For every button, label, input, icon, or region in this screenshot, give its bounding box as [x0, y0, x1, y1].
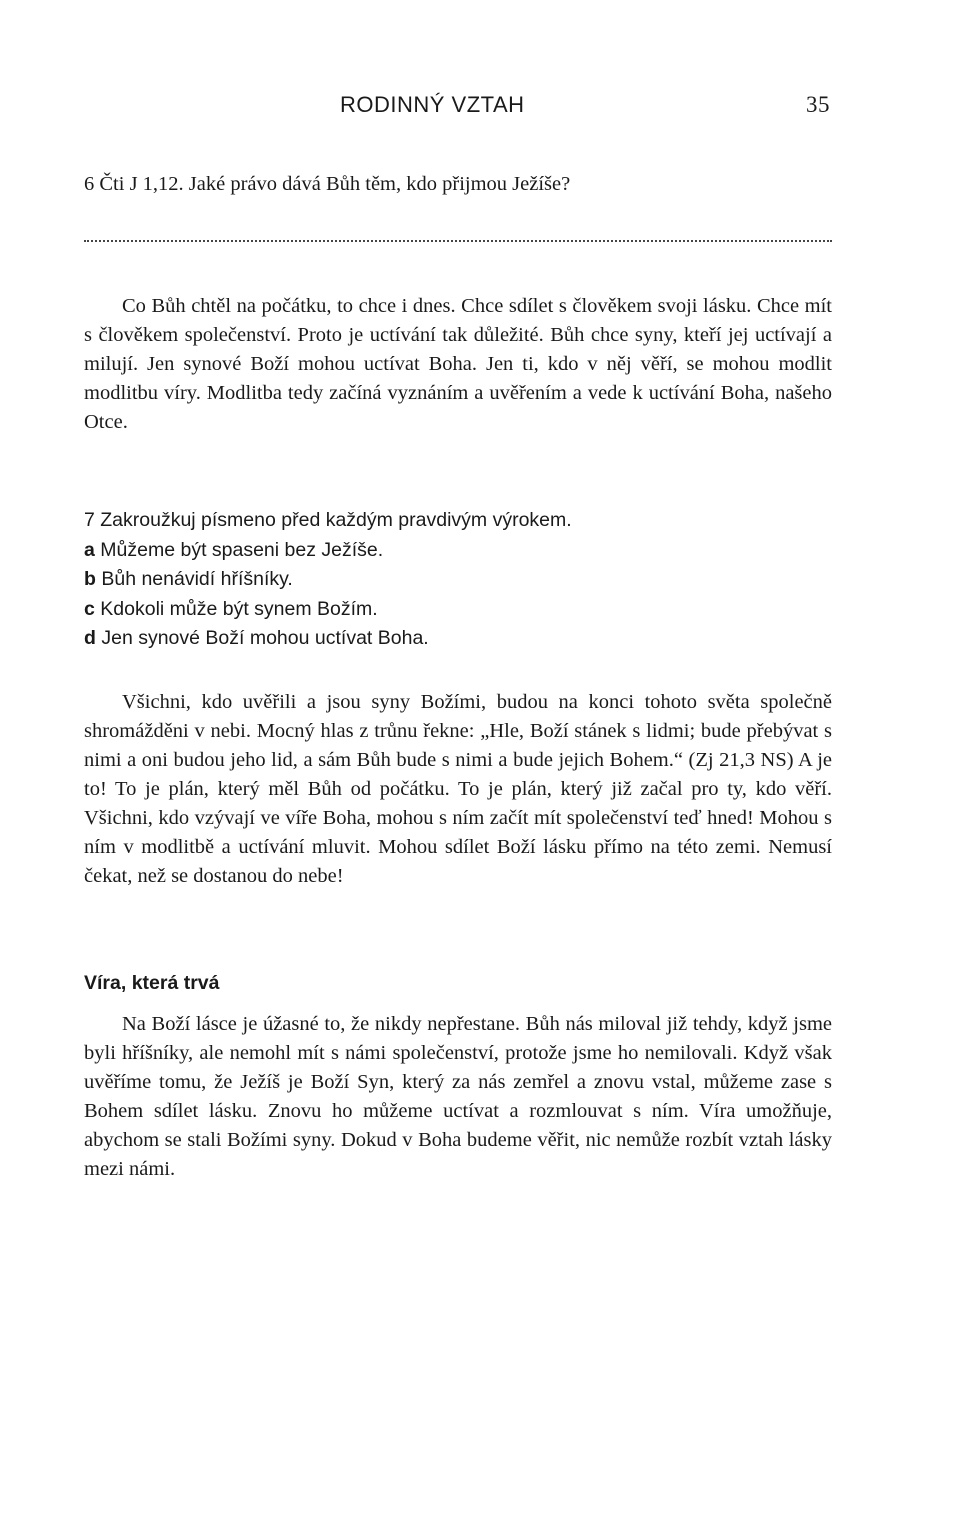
option-text: Můžeme být spaseni bez Ježíše.	[100, 538, 384, 561]
question-7-instruction: 7 Zakroužkuj písmeno před každým pravdivým výrokem.	[84, 509, 572, 531]
option-b	[84, 565, 832, 595]
option-a	[84, 536, 832, 566]
answer-line	[84, 240, 832, 242]
option-c	[84, 595, 832, 625]
paragraph-1: Co Bůh chtěl na počátku, to chce i dnes. Chce sdílet s člověkem svoji lásku. Chce mít s člověkem společenství. Proto je uctívání tak důležité. Bůh chce syny, kteří jej uctívají a milují. Jen synové Boží mohou uctívat Boha. Jen ti, kdo v něj věří, se mohou modlit modlitbu víry. Modlitba tedy začíná vyznáním a uvěřením a vede k uctívání Boha, našeho Otce.	[84, 295, 832, 433]
option-letter: d	[84, 627, 96, 649]
option-d	[84, 624, 832, 654]
page-number: 35	[806, 92, 830, 117]
option-text: Kdokoli může být synem Božím.	[100, 597, 378, 620]
option-letter: c	[84, 597, 95, 620]
question-6: 6 Čti J 1,12. Jaké právo dává Bůh těm, kdo přijmou Ježíše?	[84, 173, 571, 195]
section-heading: Víra, která trvá	[84, 972, 220, 994]
paragraph-3: Na Boží lásce je úžasné to, že nikdy nepřestane. Bůh nás miloval již tehdy, když jsme byli hříšníky, ale nemohl mít s námi společenství, protože jsme ho nemilovali. Když však uvěříme tomu, že Ježíš je Boží Syn, který za nás zemřel a znovu vstal, můžeme zase s Bohem sdílet lásku. Znovu ho můžeme uctívat a rozmlouvat s ním. Víra umožňuje, abychom se stali Božími syny. Dokud v Boha budeme věřit, nic nemůže rozbít vztah lásky mezi námi.	[84, 1013, 832, 1180]
option-letter: b	[84, 568, 96, 590]
option-text: Bůh nenávidí hříšníky.	[101, 568, 293, 590]
paragraph-2: Všichni, kdo uvěřili a jsou syny Božími, budou na konci tohoto světa společně shromážděni v nebi. Mocný hlas z trůnu řekne: „Hle, Boží stánek s lidmi; bude přebývat s nimi a oni budou jeho lid, a sám Bůh bude s nimi a bude jejich Bohem.“ (Zj 21,3 NS) A je to! To je plán, který měl Bůh od počátku. To je plán, který již začal pro ty, kdo věří. Všichni, kdo vzývají ve víře Boha, mohou s ním začít mít společenství teď hned! Mohou s ním v modlitbě a uctívání mluvit. Mohou sdílet Boží lásku přímo na této zemi. Nemusí čekat, než se dostanou do nebe!	[84, 691, 832, 887]
option-letter: a	[84, 538, 95, 561]
option-text: Jen synové Boží mohou uctívat Boha.	[101, 627, 429, 649]
question-7	[84, 506, 832, 654]
chapter-title: RODINNÝ VZTAH	[340, 92, 525, 117]
